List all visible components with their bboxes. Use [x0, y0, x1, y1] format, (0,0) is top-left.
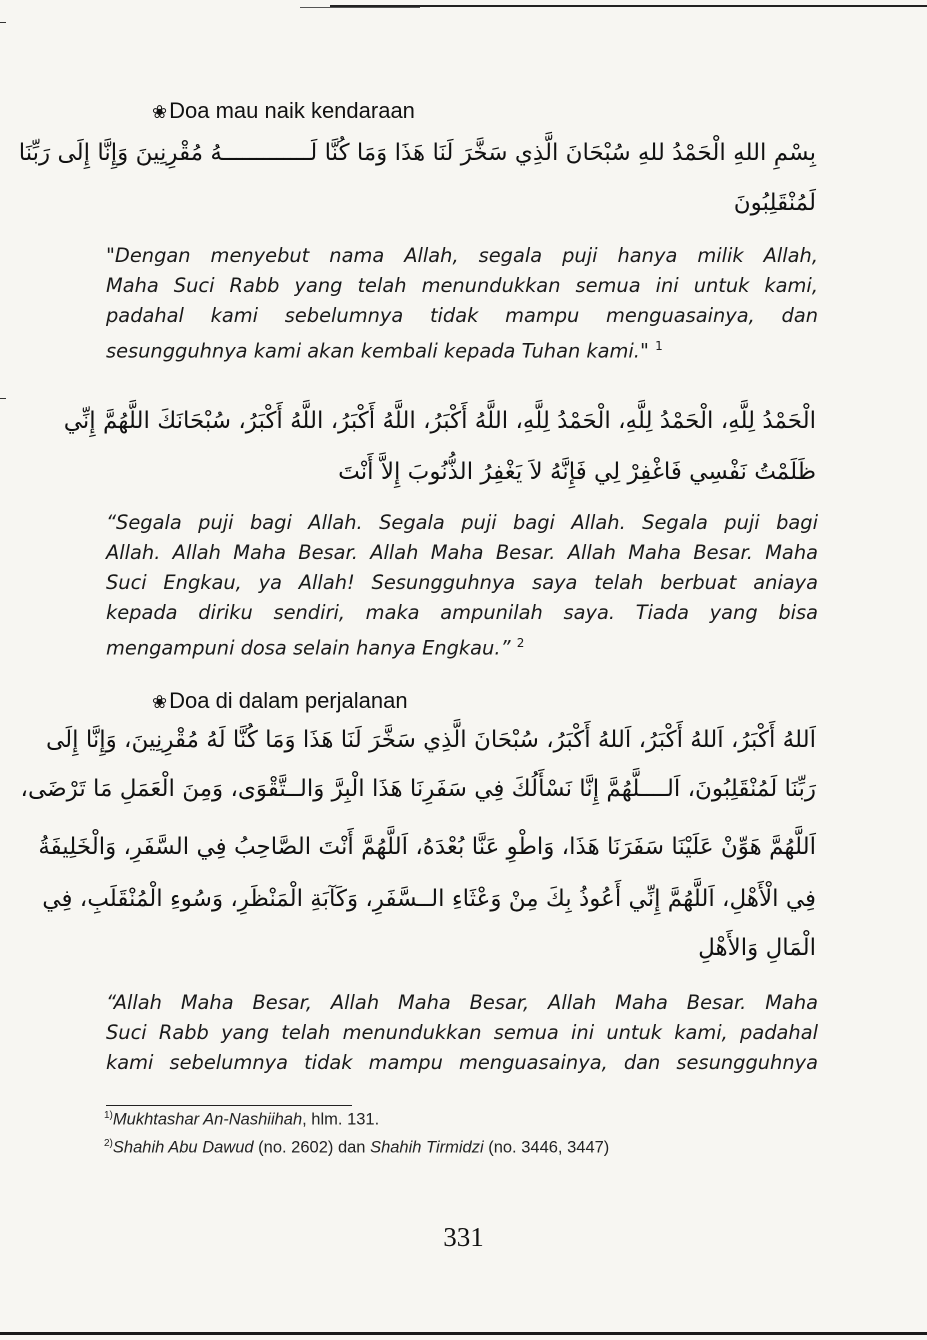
margin-tick [0, 22, 6, 23]
footnote: $^{1)}$Mukhtashar An-Nashiihah, hlm. 131. [104, 1110, 380, 1129]
translation-line: Suci Rabb yang telah menundukkan semua ini untuk kami, padahal [106, 1021, 818, 1044]
arabic-line: رَبِّنَا لَمُنْقَلِبُونَ، اَلــــلَّهُمَّ إِنَّا نَسْأَلُكَ فِي سَفَرِنَا هَذَا الْبِرَّ وَالــتَّقْوَى، وَمِنَ الْعَمَلِ مَا تَرْضَى، [20, 776, 816, 802]
translation-line: “Allah Maha Besar, Allah Maha Besar, Allah Maha Besar. Maha [106, 991, 818, 1014]
translation-line: kepada diriku sendiri, maka ampunilah saya. Tiada yang bisa [106, 601, 818, 624]
arabic-line: ظَلَمْتُ نَفْسِي فَاغْفِرْ لِي فَإِنَّهُ لاَ يَغْفِرُ الذُّنُوبَ إِلاَّ أَنْتَ [338, 459, 816, 485]
translation-block [106, 241, 818, 366]
margin-tick [0, 398, 6, 399]
translation-line: Suci Engkau, ya Allah! Sesungguhnya saya telah berbuat aniaya [106, 571, 818, 594]
arabic-line: الْمَالِ وَالأَهْلِ [698, 935, 816, 961]
footnote: $^{2)}$Shahih Abu Dawud (no. 2602) dan Shahih Tirmidzi (no. 3446, 3447) [104, 1138, 610, 1157]
section-heading [152, 98, 415, 124]
footnote-ref[interactable]: 1 [655, 339, 663, 353]
translation-line: “Segala puji bagi Allah. Segala puji bagi Allah. Segala puji bagi [106, 511, 818, 534]
arabic-line: الْحَمْدُ لِلَّهِ، الْحَمْدُ لِلَّهِ، الْحَمْدُ لِلَّهِ، اللَّهُ أَكْبَرُ، اللَّهُ أَكْبَرُ، اللَّهُ أَكْبَرُ، سُبْحَانَكَ اللَّهُمَّ إِنِّي [63, 408, 816, 434]
heading-text: Doa mau naik kendaraan [169, 98, 415, 123]
section-heading [152, 688, 408, 714]
flower-icon: ❀ [152, 102, 168, 122]
footnote-ref[interactable]: 2 [516, 636, 525, 650]
translation-line: "Dengan menyebut nama Allah, segala puji hanya milik Allah, [106, 244, 818, 267]
bottom-rule [0, 1332, 927, 1335]
arabic-line: فِي الْأَهْلِ، اَللَّهُمَّ إِنِّي أَعُوذُ بِكَ مِنْ وَعْثَاءِ الــسَّفَرِ، وَكَآبَةِ الْمَنْظَرِ، وَسُوءِ الْمُنْقَلَبِ، فِي [42, 886, 816, 912]
translation-line: Allah. Allah Maha Besar. Allah Maha Besar. Allah Maha Besar. Maha [106, 541, 818, 564]
translation-line: padahal kami sebelumnya tidak mampu menguasainya, dan [106, 304, 818, 327]
arabic-line: اَللَّهُمَّ هَوِّنْ عَلَيْنَا سَفَرَنَا هَذَا، وَاطْوِ عَنَّا بُعْدَهُ، اَللَّهُمَّ أَنْتَ الصَّاحِبُ فِي السَّفَرِ، وَالْخَلِيفَةُ [38, 834, 816, 860]
translation-line: Maha Suci Rabb yang telah menundukkan semua ini untuk kami, [106, 274, 818, 297]
flower-icon: ❀ [152, 692, 168, 712]
arabic-line: اَللهُ أَكْبَرُ، اَللهُ أَكْبَرُ، اَللهُ أَكْبَرُ، سُبْحَانَ الَّذِي سَخَّرَ لَنَا هَذَا وَمَا كُنَّا لَهُ مُقْرِنِينَ، وَإِنَّا إِلَى [45, 727, 816, 753]
translation-block [106, 988, 818, 1078]
top-rule [330, 5, 927, 7]
arabic-line: لَمُنْقَلِبُونَ [733, 190, 816, 216]
heading-text: Doa di dalam perjalanan [169, 688, 408, 713]
arabic-line: بِسْمِ اللهِ الْحَمْدُ للهِ سُبْحَانَ الَّذِي سَخَّرَ لَنَا هَذَا وَمَا كُنَّا لَـــــــــــــهُ مُقْرِنِينَ وَإِنَّا إِلَى رَبِّنَا [18, 140, 816, 166]
translation-block [106, 508, 818, 663]
translation-line: kami sebelumnya tidak mampu menguasainya, dan sesungguhnya [106, 1051, 818, 1074]
footnote-rule [106, 1105, 352, 1106]
page-number: 331 [443, 1222, 484, 1252]
top-rule-thin [300, 7, 420, 8]
translation-line: mengampuni dosa selain hanya Engkau.” $^2$ [106, 636, 525, 660]
translation-line: sesungguhnya kami akan kembali kepada Tuhan kami." $^1$ [106, 339, 663, 363]
